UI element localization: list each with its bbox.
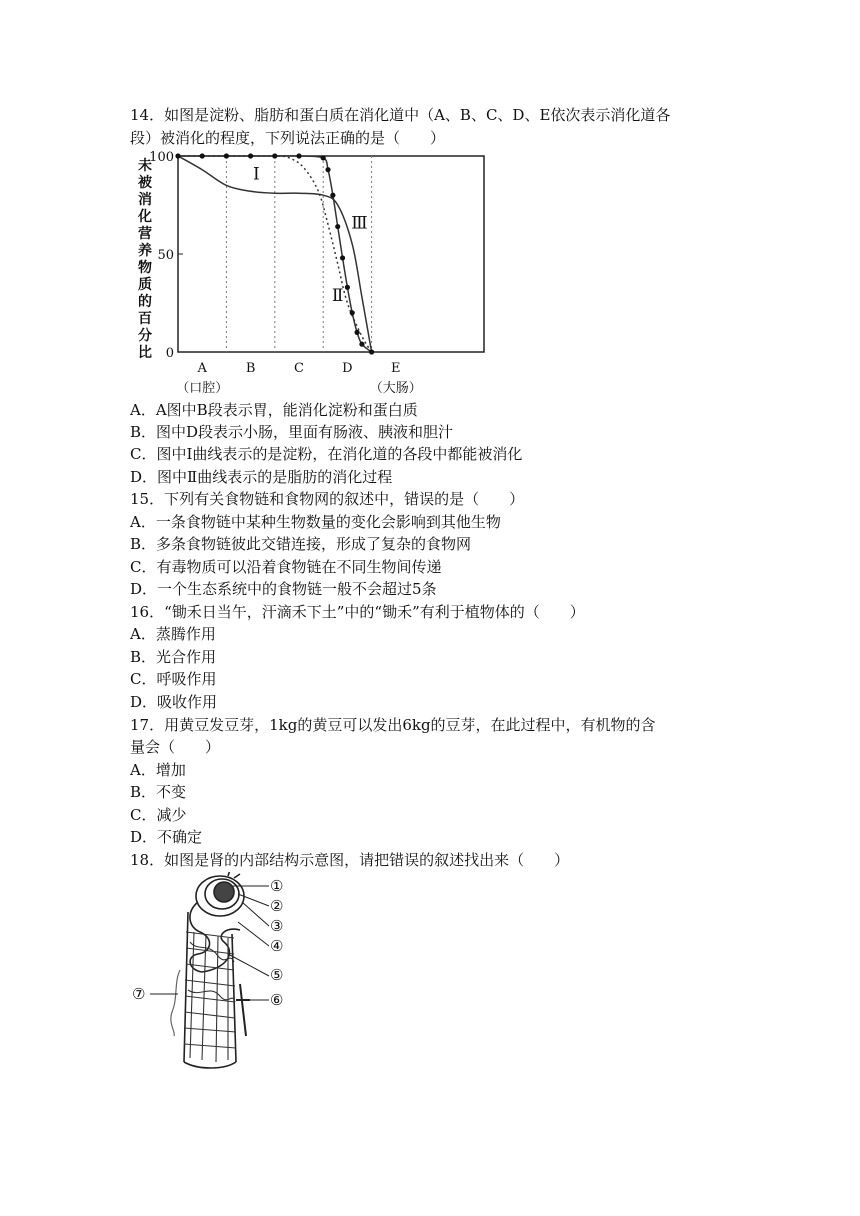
side-vessel-drawing — [171, 970, 180, 1036]
chart-ylabel-char: 化 — [138, 209, 152, 225]
chart-data-point — [325, 167, 330, 172]
chart-data-point — [272, 153, 277, 158]
q15-option-b: B．多条食物链彼此交错连接，形成了复杂的食物网 — [130, 535, 472, 553]
label-3: ③ — [270, 917, 284, 935]
label-4: ④ — [270, 937, 284, 955]
chart-data-point — [224, 153, 229, 158]
chart-series-label: Ⅰ — [253, 164, 260, 185]
chart-ylabel-char: 比 — [138, 345, 152, 361]
q14-stem-line1: 14．如图是淀粉、脂肪和蛋白质在消化道中（A、B、C、D、E依次表示消化道各 — [130, 106, 671, 124]
chart-data-point — [350, 310, 355, 315]
q16-stem: 16．“锄禾日当午，汗滴禾下土”中的“锄禾”有利于植物体的（ ） — [130, 603, 585, 621]
chart-data-point — [354, 330, 359, 335]
q14-option-d: D．图中Ⅱ曲线表示的是脂肪的消化过程 — [130, 468, 393, 486]
chart-ylabel-char: 营 — [138, 226, 152, 242]
chart-ylabel-char: 未 — [138, 158, 152, 174]
chart-data-point — [330, 193, 335, 198]
glomerulus-drawing — [196, 872, 244, 916]
chart-data-point — [248, 153, 253, 158]
q14-stem-line2: 段）被消化的程度，下列说法正确的是（ ） — [130, 129, 446, 147]
q15-option-d: D．一个生态系统中的食物链一般不会超过5条 — [130, 580, 437, 598]
label-2: ② — [270, 897, 284, 915]
q14-option-c: C．图中Ⅰ曲线表示的是淀粉，在消化道的各段中都能被消化 — [130, 445, 523, 463]
chart-ylabel-char: 被 — [138, 175, 152, 191]
chart-data-point — [335, 224, 340, 229]
chart-ylabel-char: 养 — [138, 243, 152, 259]
chart-series-label: Ⅲ — [351, 213, 368, 234]
kidney-nephron-diagram — [128, 872, 298, 1076]
q15-option-a: A．一条食物链中某种生物数量的变化会影响到其他生物 — [130, 513, 501, 531]
chart-category-note: （口腔） — [176, 381, 229, 396]
chart-data-point — [340, 255, 345, 260]
q16-option-a: A．蒸腾作用 — [130, 625, 216, 643]
chart-data-point — [296, 153, 301, 158]
q18-stem: 18．如图是肾的内部结构示意图，请把错误的叙述找出来（ ） — [130, 851, 570, 869]
chart-ytick-label: 0 — [165, 346, 174, 361]
vein-branch-drawing — [236, 984, 250, 1036]
q16-option-c: C．呼吸作用 — [130, 670, 217, 688]
q15-option-c: C．有毒物质可以沿着食物链在不同生物间传递 — [130, 558, 442, 576]
chart-data-point — [369, 349, 374, 354]
chart-category-label: B — [245, 361, 256, 376]
label-5: ⑤ — [270, 966, 284, 984]
chart-data-point — [321, 155, 326, 160]
digestion-chart — [130, 148, 495, 402]
chart-category-label: E — [391, 361, 401, 376]
q14-option-a: A．A图中B段表示胃，能消化淀粉和蛋白质 — [130, 401, 418, 419]
q17-option-a: A．增加 — [130, 761, 186, 779]
chart-ylabel-char: 分 — [138, 328, 152, 344]
chart-category-note: （大肠） — [369, 381, 422, 396]
chart-data-point — [345, 285, 350, 290]
q17-option-b: B．不变 — [130, 783, 187, 801]
chart-ylabel-char: 百 — [138, 311, 152, 327]
chart-category-label: A — [197, 361, 207, 376]
chart-category-label: D — [342, 361, 353, 376]
chart-series-label: Ⅱ — [331, 286, 344, 307]
q16-option-d: D．吸收作用 — [130, 693, 218, 711]
chart-data-point — [200, 153, 205, 158]
chart-category-label: C — [294, 361, 304, 376]
q16-option-b: B．光合作用 — [130, 648, 217, 666]
q17-stem-line2: 量会（ ） — [130, 738, 221, 756]
chart-ylabel-char: 物 — [138, 260, 152, 276]
chart-ytick-label: 50 — [157, 248, 174, 263]
chart-ylabel-char: 的 — [138, 294, 152, 310]
chart-data-point — [359, 342, 364, 347]
label-6: ⑥ — [270, 991, 284, 1009]
chart-ylabel-char: 质 — [138, 277, 152, 293]
chart-ytick-label: 100 — [149, 150, 174, 165]
label-1: ① — [270, 877, 284, 895]
q14-option-b: B．图中D段表示小肠，里面有肠液、胰液和胆汁 — [130, 423, 454, 441]
chart-ylabel-char: 消 — [138, 192, 152, 208]
chart-data-point — [175, 153, 180, 158]
q15-stem: 15．下列有关食物链和食物网的叙述中，错误的是（ ） — [130, 490, 525, 508]
q17-stem-line1: 17．用黄豆发豆芽，1kg的黄豆可以发出6kg的豆芽，在此过程中，有机物的含 — [130, 716, 656, 734]
q17-option-c: C．减少 — [130, 806, 187, 824]
label-7: ⑦ — [132, 985, 146, 1003]
q17-option-d: D．不确定 — [130, 828, 203, 846]
chart-ylabel — [137, 157, 153, 361]
capillary-network-drawing — [184, 932, 236, 1062]
